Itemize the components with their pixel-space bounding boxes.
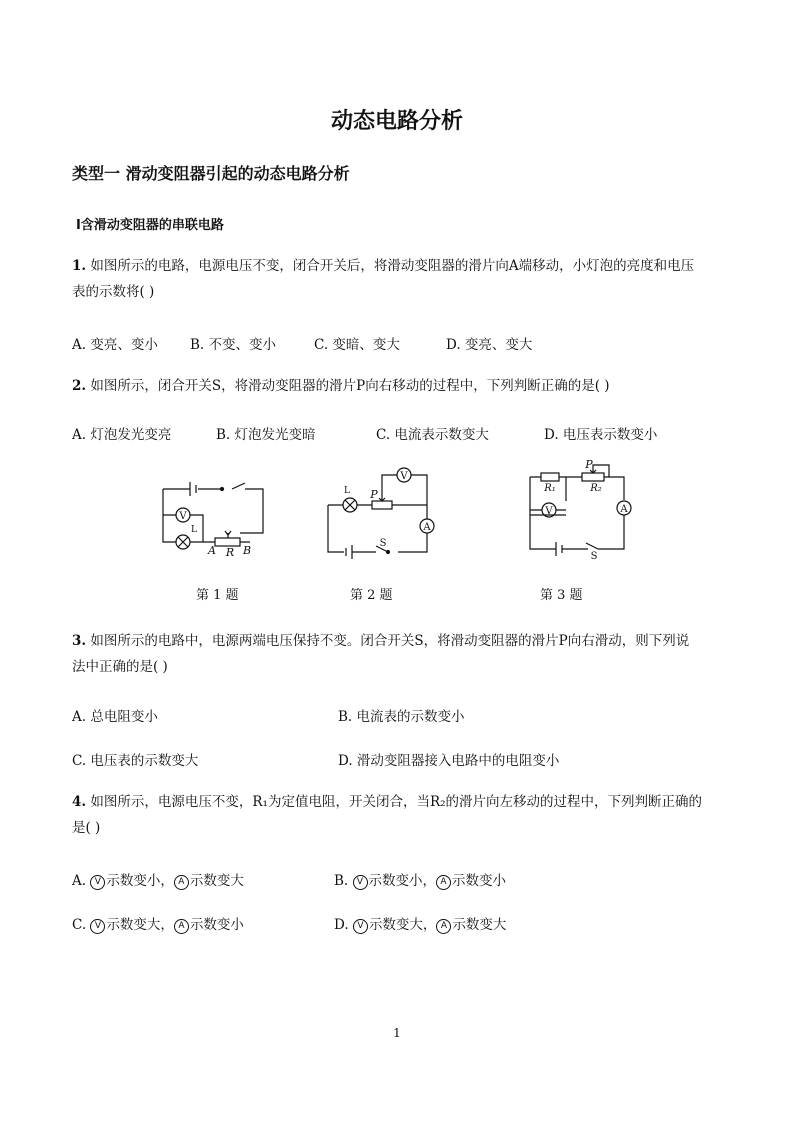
question-4-options-row2 xyxy=(72,913,728,935)
question-1-line2: 表的示数将( ) xyxy=(72,284,155,300)
q2-option-a[interactable]: A. 灯泡发光变亮 xyxy=(72,427,172,443)
question-2-options xyxy=(72,423,728,445)
question-3-line1: 如图所示的电路中，电源两端电压保持不变。闭合开关S，将滑动变阻器的滑片P向右滑动，则下列说 xyxy=(90,633,690,649)
question-4 xyxy=(72,789,728,841)
voltmeter-icon: V xyxy=(353,919,368,934)
question-4-number: 4. xyxy=(72,794,87,810)
voltmeter-icon: V xyxy=(90,919,105,934)
fig2-ammeter-label: A xyxy=(423,522,431,533)
question-2-line1: 如图所示，闭合开关S，将滑动变阻器的滑片P向右移动的过程中，下列判断正确的是( ) xyxy=(90,378,610,394)
question-3-number: 3. xyxy=(72,633,87,649)
figure-1-caption: 第 1 题 xyxy=(196,588,239,603)
figure-3-caption: 第 3 题 xyxy=(540,588,583,603)
fig3-switch-label: S xyxy=(590,551,598,562)
question-2 xyxy=(72,373,728,399)
fig3-r1-label: R₁ xyxy=(544,483,556,494)
fig3-voltmeter-label: V xyxy=(545,506,553,517)
page-title: 动态电路分析 xyxy=(330,109,463,134)
subsection-heading: Ⅰ含滑动变阻器的串联电路 xyxy=(76,218,224,233)
fig2-switch-label: S xyxy=(379,538,387,549)
q3-option-b[interactable]: B. 电流表的示数变小 xyxy=(338,709,465,725)
fig3-r2-label: R₂ xyxy=(590,483,602,494)
ammeter-icon: A xyxy=(436,919,451,934)
fig1-end-b-label: B xyxy=(242,544,252,557)
q1-option-b[interactable]: B. 不变、变小 xyxy=(190,337,277,353)
question-4-line2: 是( ) xyxy=(72,820,101,836)
q3-option-d[interactable]: D. 滑动变阻器接入电路中的电阻变小 xyxy=(338,753,560,769)
q3-option-a[interactable]: A. 总电阻变小 xyxy=(72,709,158,725)
question-3-line2: 法中正确的是( ) xyxy=(72,659,168,675)
figure-2-caption: 第 2 题 xyxy=(350,588,393,603)
section-heading: 类型一 滑动变阻器引起的动态电路分析 xyxy=(72,164,350,183)
q1-option-d[interactable]: D. 变亮、变大 xyxy=(446,337,533,353)
question-1-number: 1. xyxy=(72,258,87,274)
q2-option-b[interactable]: B. 灯泡发光变暗 xyxy=(216,427,316,443)
voltmeter-icon: V xyxy=(90,875,105,890)
fig2-lamp-label: L xyxy=(344,486,350,496)
q3-option-c[interactable]: C. 电压表的示数变大 xyxy=(72,753,199,769)
fig3-slider-label: P xyxy=(585,458,593,471)
question-3-options-row1 xyxy=(72,705,728,727)
question-3 xyxy=(72,628,728,680)
q1-option-c[interactable]: C. 变暗、变大 xyxy=(314,337,400,353)
q2-option-d[interactable]: D. 电压表示数变小 xyxy=(544,427,658,443)
q4-option-a[interactable]: A. V 示数变小， A 示数变大 xyxy=(72,873,244,889)
fig1-end-a-label: A xyxy=(208,544,216,557)
question-4-line1: 如图所示，电源电压不变，R₁为定值电阻，开关闭合，当R₂的滑片向左移动的过程中，下列判断正确的 xyxy=(90,794,703,810)
voltmeter-icon: V xyxy=(353,875,368,890)
circuit-figures xyxy=(0,455,794,580)
q4-option-b[interactable]: B. V 示数变小， A 示数变小 xyxy=(334,873,507,889)
question-4-options-row1 xyxy=(72,869,728,891)
question-2-number: 2. xyxy=(72,378,87,394)
fig1-rheostat-label: R xyxy=(225,546,235,559)
fig2-slider-label: P xyxy=(370,488,378,501)
question-1 xyxy=(72,253,728,305)
figure-1-circuit xyxy=(163,482,263,549)
fig3-ammeter-label: A xyxy=(620,504,628,515)
page-number: 1 xyxy=(393,1026,401,1040)
q4-option-c[interactable]: C. V 示数变大， A 示数变小 xyxy=(72,917,244,933)
fig1-lamp-label: L xyxy=(191,525,197,535)
question-1-options xyxy=(72,333,728,355)
question-3-options-row2 xyxy=(72,749,728,771)
question-1-line1: 如图所示的电路，电源电压不变，闭合开关后，将滑动变阻器的滑片向A端移动，小灯泡的亮度和电压 xyxy=(90,258,695,274)
q2-option-c[interactable]: C. 电流表示数变大 xyxy=(376,427,489,443)
ammeter-icon: A xyxy=(174,875,189,890)
q4-option-d[interactable]: D. V 示数变大， A 示数变大 xyxy=(334,917,507,933)
fig2-voltmeter-label: V xyxy=(400,471,408,482)
fig1-voltmeter-label: V xyxy=(179,511,187,522)
q1-option-a[interactable]: A. 变亮、变小 xyxy=(72,337,158,353)
ammeter-icon: A xyxy=(436,875,451,890)
ammeter-icon: A xyxy=(174,919,189,934)
